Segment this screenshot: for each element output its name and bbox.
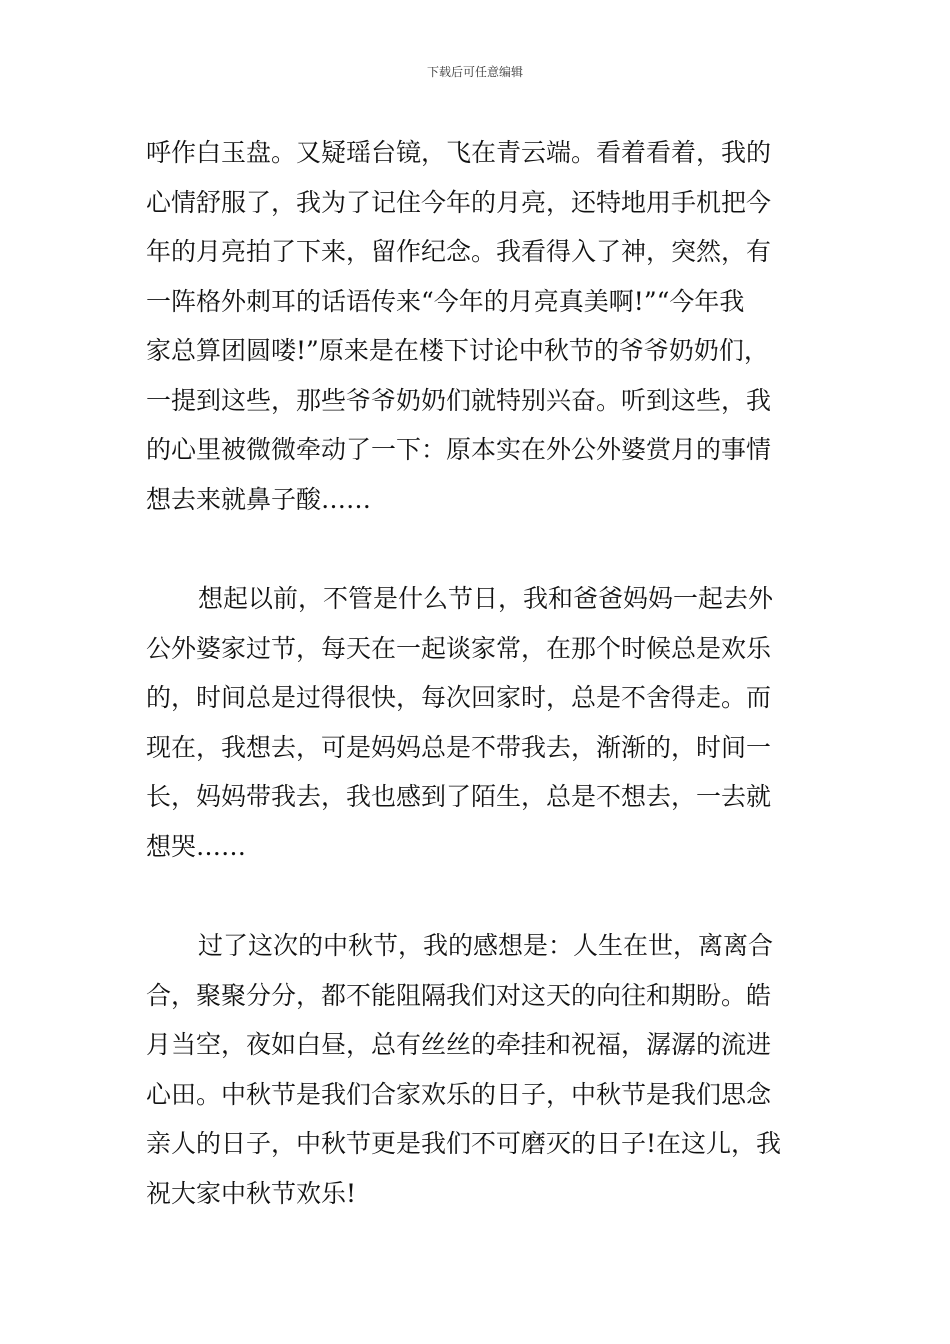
text-line: 月当空，夜如白昼，总有丝丝的牵挂和祝福，潺潺的流进 [146,1030,772,1059]
text-line: 现在，我想去，可是妈妈总是不带我去，渐渐的，时间一 [146,732,772,762]
document-body [146,128,808,1218]
paragraph-gap [146,524,808,574]
text-line: 年的月亮拍了下来，留作纪念。我看得入了神，突然，有 [146,237,772,266]
paragraph-1 [146,128,808,524]
text-line: 长，妈妈带我去，我也感到了陌生，总是不想去，一去就 [146,782,772,811]
text-line: 的心里被微微牵动了一下：原本实在外公外婆赏月的事情 [146,435,772,464]
text-line: 的，时间总是过得很快，每次回家时，总是不舍得走。而 [146,683,772,712]
text-line: 一提到这些，那些爷爷奶奶们就特别兴奋。听到这些，我 [146,385,772,415]
paragraph-gap [146,871,808,921]
text-line: 公外婆家过节，每天在一起谈家常，在那个时候总是欢乐 [146,633,772,663]
text-line: 想去来就鼻子酸…… [146,484,372,514]
text-line: 想起以前，不管是什么节日，我和爸爸妈妈一起去外 [198,584,774,613]
text-line: 祝大家中秋节欢乐! [146,1178,357,1208]
text-line: 一阵格外刺耳的话语传来“今年的月亮真美啊!”“今年我 [146,286,745,316]
text-line: 家总算团圆喽!”原来是在楼下讨论中秋节的爷爷奶奶们， [146,336,769,365]
paragraph-2 [146,574,808,871]
text-line: 呼作白玉盘。又疑瑶台镜，飞在青云端。看着看着，我的 [146,138,772,167]
text-line: 合，聚聚分分，都不能阻隔我们对这天的向往和期盼。皓 [146,980,772,1010]
text-line: 心田。中秋节是我们合家欢乐的日子，中秋节是我们思念 [146,1079,772,1109]
text-line: 过了这次的中秋节，我的感想是：人生在世，离离合 [198,931,774,960]
text-line: 想哭…… [146,831,247,861]
paragraph-3 [146,921,808,1218]
text-line: 心情舒服了，我为了记住今年的月亮，还特地用手机把今 [146,187,772,217]
text-line: 亲人的日子，中秋节更是我们不可磨灭的日子!在这儿，我 [146,1129,782,1158]
page-header: 下载后可任意编辑 [426,65,523,79]
